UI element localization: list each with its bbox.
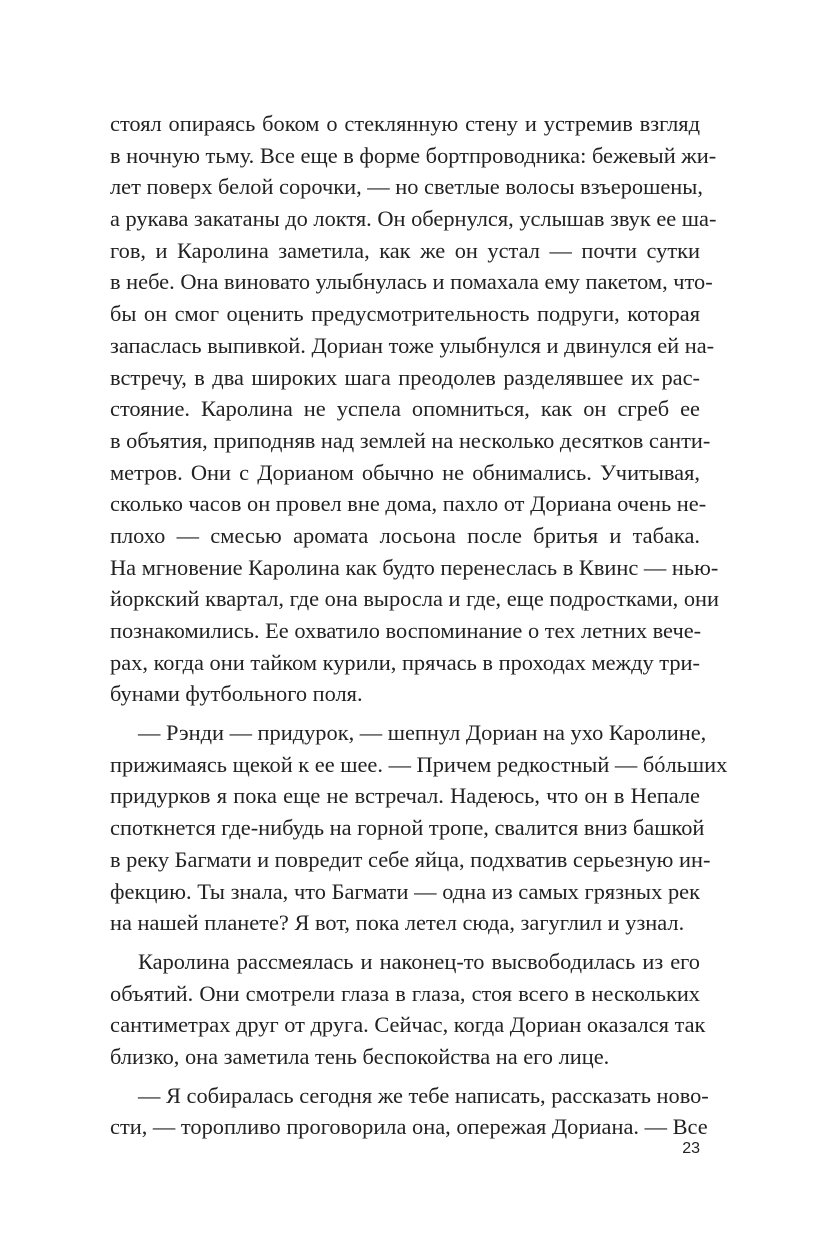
text-line: стояние. Каролина не успела опомниться, как он сгреб ее	[110, 396, 700, 422]
text-line: на нашей планете? Я вот, пока летел сюда, загуглил и узнал.	[110, 910, 685, 936]
text-line: стоял опираясь боком о стеклянную стену и устремив взгляд	[110, 111, 700, 136]
text-line: На мгновение Каролина как будто перенеслась в Квинс — нью-	[110, 554, 719, 580]
paragraph-gap	[110, 939, 700, 946]
paragraph-4	[110, 1080, 709, 1143]
text-line: а рукава закатаны до локтя. Он обернулся, услышав звук ее ша-	[110, 206, 717, 232]
text-line: запаслась выпивкой. Дориан тоже улыбнулся и двинулся ей на-	[110, 332, 715, 358]
text-line: — Я собиралась сегодня же тебе написать, рассказать ново-	[138, 1082, 709, 1108]
text-line: сантиметрах друг от друга. Сейчас, когда Дориан оказался так	[110, 1012, 706, 1038]
page-number: 23	[682, 1140, 700, 1157]
text-line: рах, когда они тайком курили, прячась в проходах между три-	[110, 649, 700, 675]
paragraph-3	[110, 946, 706, 1073]
text-line: в небе. Она виновато улыбнулась и помахала ему пакетом, что-	[110, 269, 713, 295]
text-line: прижимаясь щекой к ее шее. — Причем редкостный — бóльших	[110, 751, 728, 777]
text-line: фекцию. Ты знала, что Багмати — одна из самых грязных рек	[110, 878, 700, 904]
text-line: — Рэнди — придурок, — шепнул Дориан на ухо Каролине,	[138, 720, 707, 746]
text-line: сколько часов он провел вне дома, пахло от Дориана очень не-	[110, 491, 707, 517]
text-line: бы он смог оценить предусмотрительность подруги, которая	[110, 301, 700, 327]
text-line: плохо — смесью аромата лосьона после бритья и табака.	[110, 522, 700, 548]
paragraph-gap	[110, 710, 700, 717]
text-line: метров. Они с Дорианом обычно не обнимались. Учитывая,	[110, 459, 700, 485]
paragraph-2	[110, 717, 728, 939]
text-line: придурков я пока еще не встречал. Надеюсь, что он в Непале	[110, 783, 700, 809]
body-text	[110, 108, 728, 1143]
text-line: Каролина рассмеялась и наконец-то высвободилась из его	[138, 948, 700, 974]
text-line: в реку Багмати и повредит себе яйца, подхватив серьезную ин-	[110, 846, 711, 872]
text-line: встречу, в два широких шага преодолев разделявшее их рас-	[110, 364, 700, 390]
text-line: бунами футбольного поля.	[110, 681, 363, 707]
text-line: в объятия, приподняв над землей на несколько десятков санти-	[110, 427, 711, 453]
paragraph-gap	[110, 1073, 700, 1080]
text-line: споткнется где-нибудь на горной тропе, свалится вниз башкой	[110, 815, 705, 841]
paragraph-1	[110, 108, 720, 710]
text-line: объятий. Они смотрели глаза в глаза, стоя всего в нескольких	[110, 980, 700, 1006]
text-line: близко, она заметила тень беспокойства на его лице.	[110, 1043, 610, 1069]
text-line: лет поверх белой сорочки, — но светлые волосы взъерошены,	[110, 174, 703, 200]
text-line: сти, — торопливо проговорила она, опережая Дориана. — Все	[110, 1114, 708, 1140]
text-line: йоркский квартал, где она выросла и где, еще подростками, они	[110, 586, 720, 612]
text-line: познакомились. Ее охватило воспоминание о тех летних вече-	[110, 618, 702, 643]
text-line: гов, и Каролина заметила, как же он устал — почти сутки	[110, 237, 700, 263]
text-line: в ночную тьму. Все еще в форме бортпроводника: бежевый жи-	[110, 142, 717, 168]
